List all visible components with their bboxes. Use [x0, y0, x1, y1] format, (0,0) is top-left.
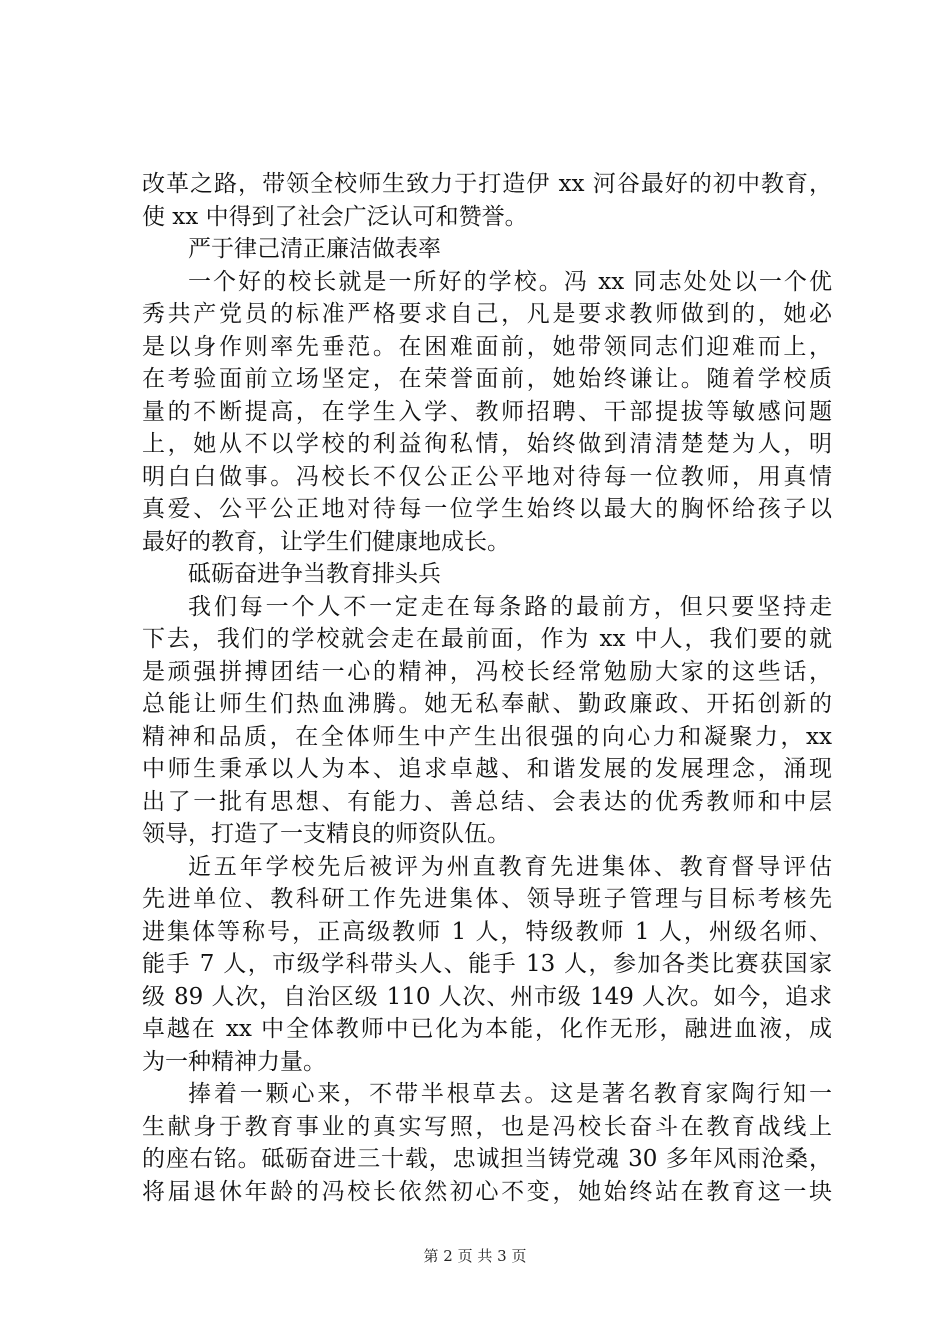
section-heading: 严于律己清正廉洁做表率 [188, 236, 441, 262]
body-line: 出了一批有思想、有能力、善总结、会表达的优秀教师和中层 [142, 788, 832, 815]
body-line: 是以身作则率先垂范。在困难面前，她带领同志们迎难而上， [142, 333, 832, 360]
body-line: 中师生秉承以人为本、追求卓越、和谐发展的发展理念，涌现 [142, 756, 832, 782]
body-line: 捧着一颗心来，不带半根草去。这是著名教育家陶行知一 [188, 1081, 832, 1107]
body-line: 使 xx 中得到了社会广泛认可和赞誉。 [142, 203, 528, 230]
body-line: 的座右铭。砥砺奋进三十载，忠诚担当铸党魂 30 多年风雨沧桑， [142, 1146, 832, 1172]
body-line: 量的不断提高，在学生入学、教师招聘、干部提拔等敏感问题 [142, 398, 832, 425]
body-line: 将届退休年龄的冯校长依然初心不变，她始终站在教育这一块 [142, 1178, 832, 1205]
body-line: 明白白做事。冯校长不仅公正公平地对待每一位教师，用真情 [142, 463, 832, 490]
body-line: 上，她从不以学校的利益徇私情，始终做到清清楚楚为人，明 [142, 431, 832, 457]
body-line: 卓越在 xx 中全体教师中已化为本能，化作无形，融进血液，成 [142, 1016, 832, 1042]
body-line: 领导，打造了一支精良的师资队伍。 [142, 821, 510, 847]
body-line: 级 89 人次，自治区级 110 人次、州市级 149 人次。如今，追求 [142, 983, 832, 1010]
body-line: 总能让师生们热血沸腾。她无私奉献、勤政廉政、开拓创新的 [142, 691, 832, 717]
body-line: 下去，我们的学校就会走在最前面，作为 xx 中人，我们要的就 [142, 626, 832, 652]
document-body [142, 168, 832, 1208]
body-line: 我们每一个人不一定走在每条路的最前方，但只要坚持走 [188, 593, 832, 620]
body-line: 能手 7 人，市级学科带头人、能手 13 人，参加各类比赛获国家 [142, 951, 832, 977]
section-heading: 砥砺奋进争当教育排头兵 [188, 561, 441, 587]
body-line: 近五年学校先后被评为州直教育先进集体、教育督导评估 [188, 853, 832, 880]
page-footer [0, 1245, 950, 1266]
body-line: 一个好的校长就是一所好的学校。冯 xx 同志处处以一个优 [188, 268, 832, 295]
page-number-label: 第 2 页 共 3 页 [423, 1247, 527, 1265]
body-line: 改革之路，带领全校师生致力于打造伊 xx 河谷最好的初中教育， [142, 171, 832, 197]
body-line: 生献身于教育事业的真实写照，也是冯校长奋斗在教育战线上 [142, 1113, 832, 1140]
body-line: 进集体等称号，正高级教师 1 人，特级教师 1 人，州级名师、 [142, 918, 832, 945]
body-line: 精神和品质，在全体师生中产生出很强的向心力和凝聚力，xx [142, 723, 832, 750]
body-line: 秀共产党员的标准严格要求自己，凡是要求教师做到的，她必 [142, 301, 832, 327]
body-line: 先进单位、教科研工作先进集体、领导班子管理与目标考核先 [142, 886, 832, 912]
body-line: 是顽强拼搏团结一心的精神，冯校长经常勉励大家的这些话， [142, 658, 832, 685]
body-line: 为一种精神力量。 [142, 1048, 326, 1075]
body-line: 真爱、公平公正地对待每一位学生始终以最大的胸怀给孩子以 [142, 496, 832, 522]
body-line: 最好的教育，让学生们健康地成长。 [142, 528, 510, 555]
body-line: 在考验面前立场坚定，在荣誉面前，她始终谦让。随着学校质 [142, 366, 832, 392]
